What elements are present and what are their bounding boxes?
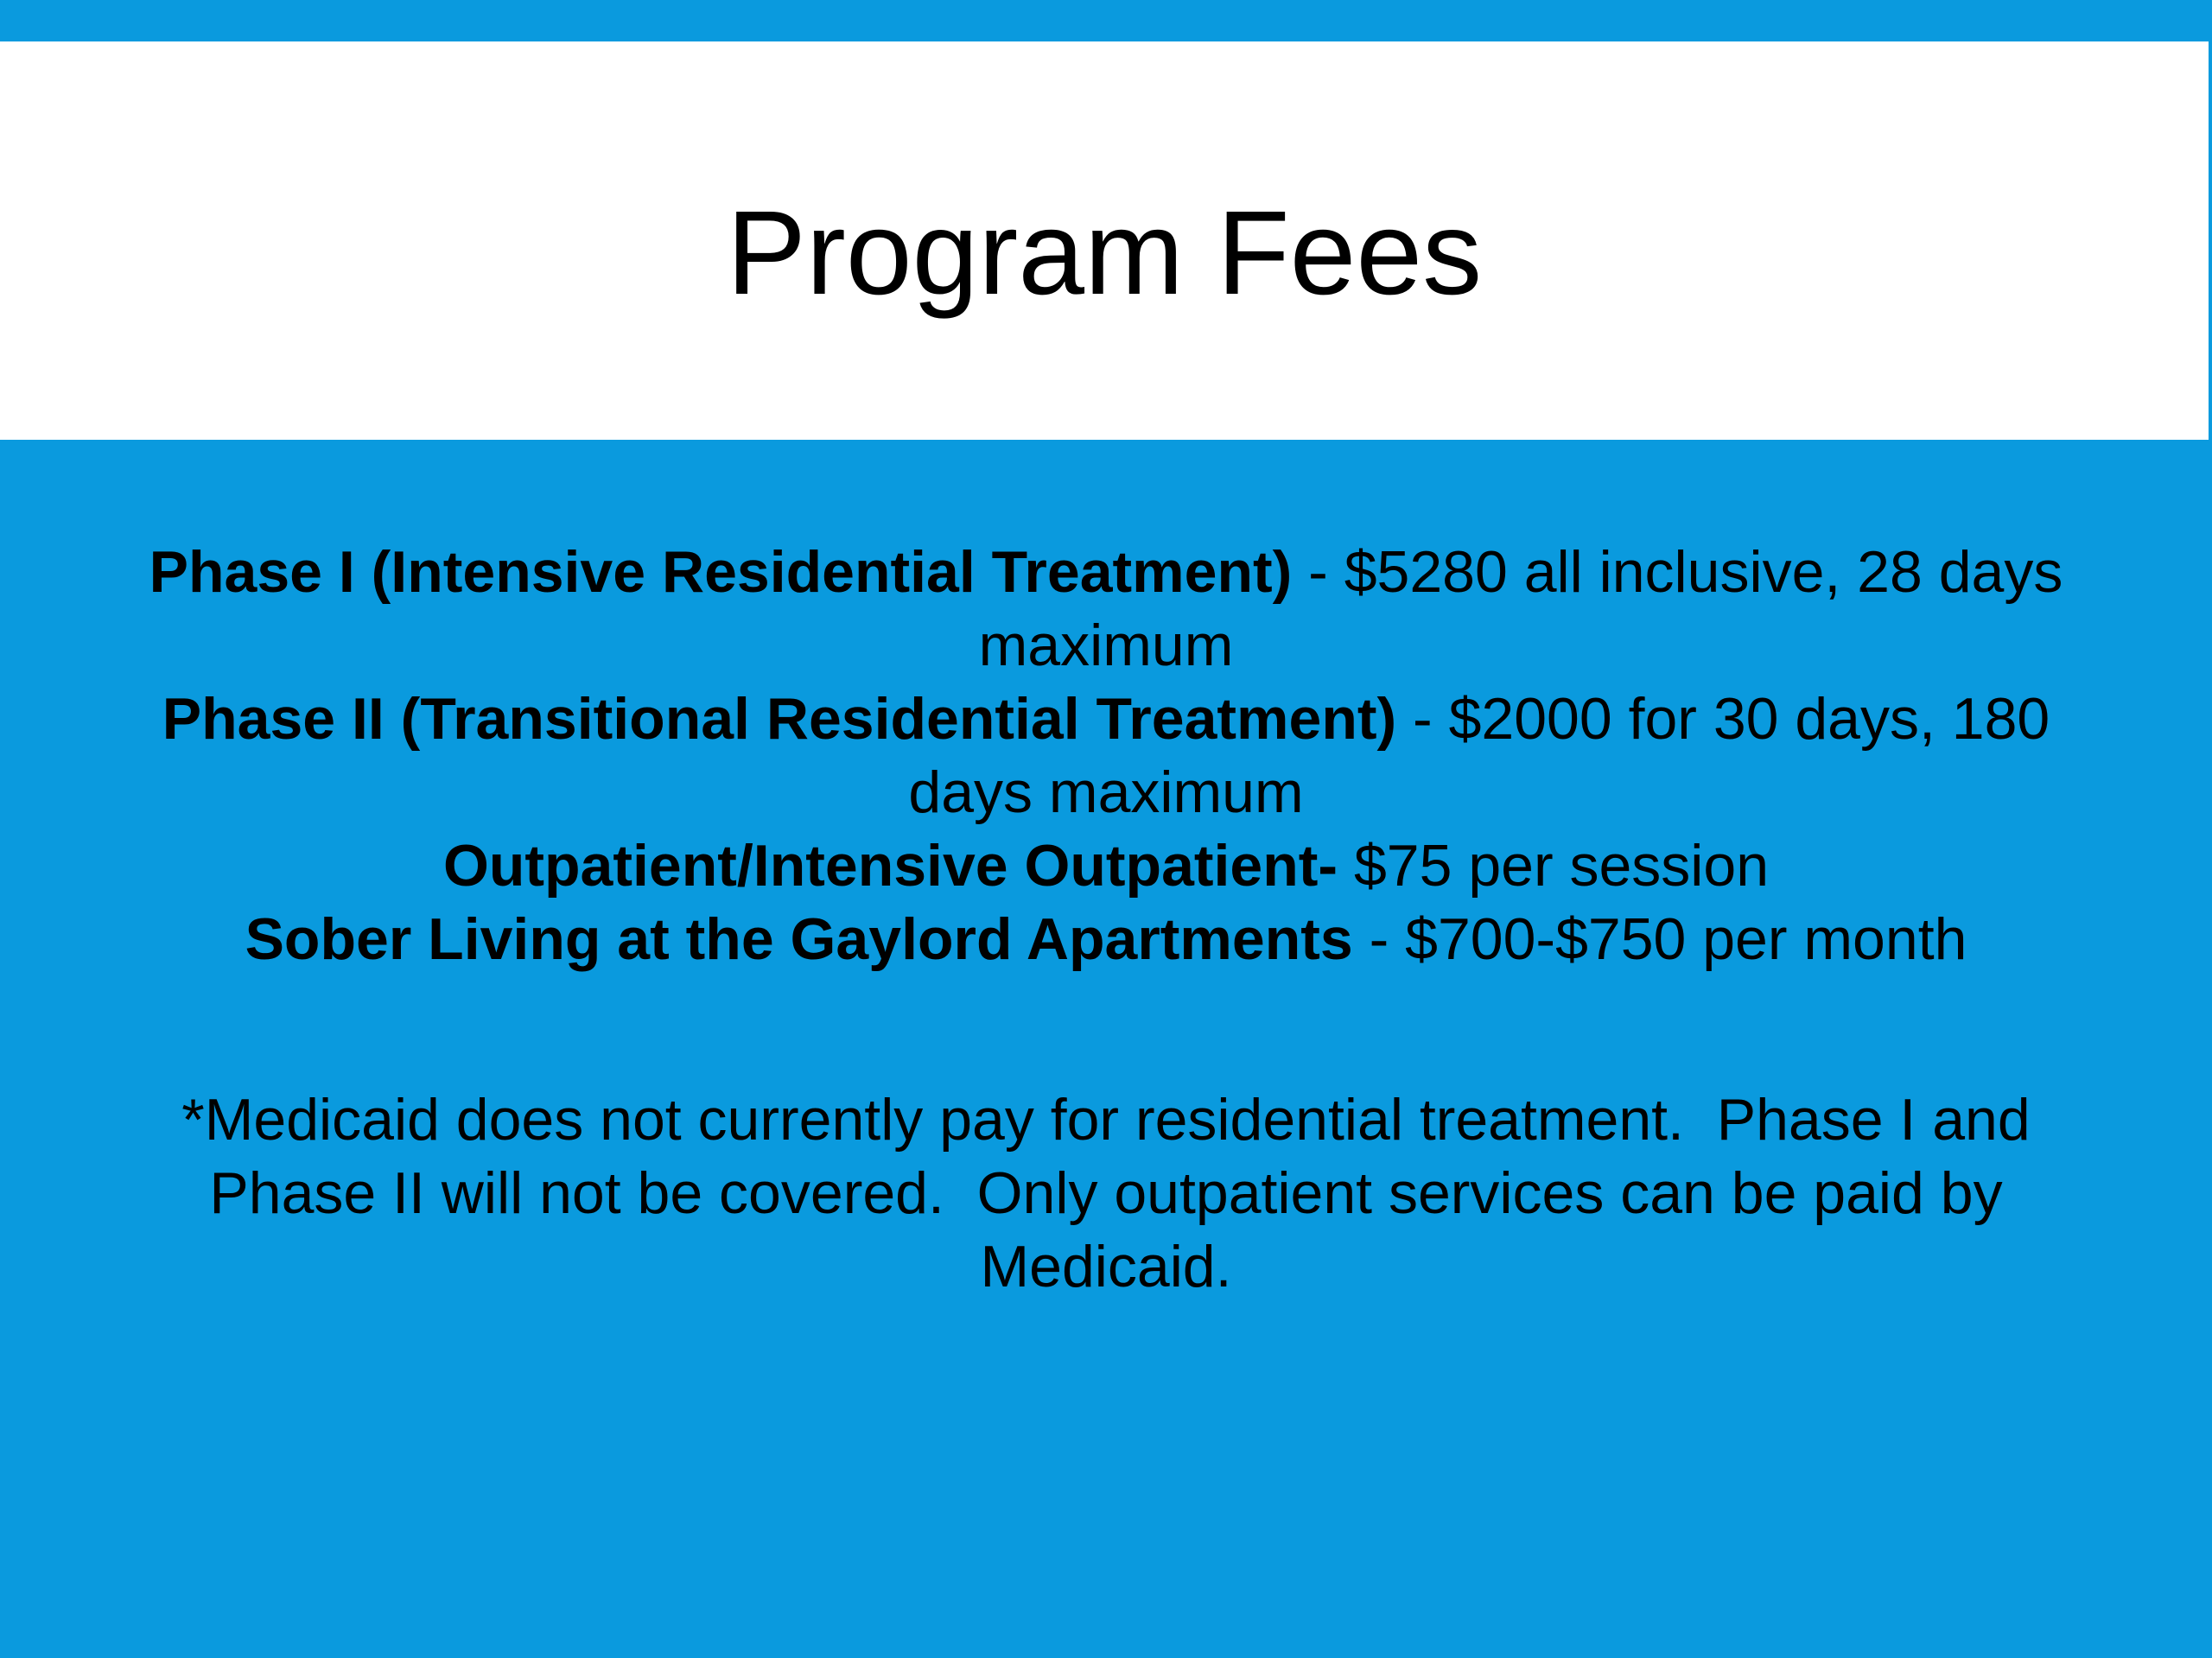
fee-name: Phase I (Intensive Residential Treatment) — [149, 539, 1293, 605]
fee-name: Phase II (Transitional Residential Treatment) — [162, 686, 1397, 752]
fee-list — [104, 536, 2108, 1304]
medicaid-note: *Medicaid does not currently pay for residential treatment. Phase I and Phase II will not be covered. Only outpatient services can be paid by Medicaid. — [181, 1087, 2047, 1299]
slide-title: Program Fees — [726, 187, 1483, 320]
fee-name: Outpatient/Intensive Outpatient- — [442, 833, 1338, 899]
fee-detail: $75 per session — [1338, 833, 1770, 899]
fee-name: Sober Living at the Gaylord Apartments — [245, 906, 1353, 972]
fee-detail: - $2000 for 30 days, 180 days maximum — [908, 686, 2050, 825]
top-accent-bar — [0, 0, 2212, 41]
fee-detail: - $5280 all inclusive, 28 days maximum — [978, 539, 2063, 678]
fee-item-phase-2 — [104, 683, 2108, 829]
fee-item-outpatient — [104, 829, 2108, 903]
fee-detail: - $700-$750 per month — [1352, 906, 1967, 972]
title-band — [0, 41, 2209, 440]
fee-item-phase-1 — [104, 536, 2108, 683]
fee-item-sober-living — [104, 903, 2108, 976]
